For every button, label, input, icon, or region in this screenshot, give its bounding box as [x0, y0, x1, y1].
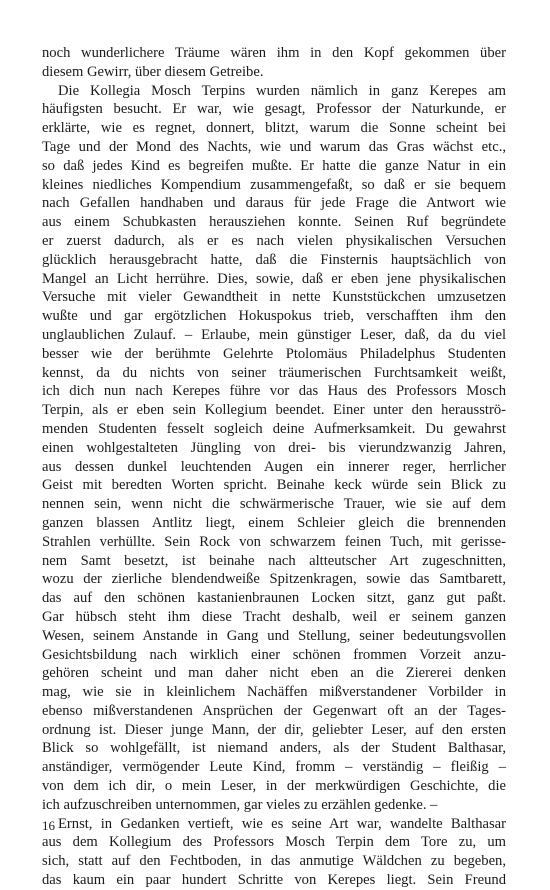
text-line: Blick so wohlgefällt, ist niemand anders, als der Student Balthasar, [42, 740, 506, 757]
text-line: kleines niedliches Kompendium zusammengefaßt, so daß er sie bequem [42, 176, 506, 193]
text-line: Gesichtsbildung nach wirklich einer schönen frommen Vorzeit anzu- [42, 646, 506, 663]
text-line: diesem Gewirr, über diesem Getreibe. [42, 63, 264, 80]
book-page-text [42, 44, 506, 890]
text-line: sich, statt auf den Fechtboden, in das anmutige Wäldchen zu begeben, [42, 853, 506, 870]
text-line: noch wunderlichere Träume wären ihm in den Kopf gekommen über [42, 45, 506, 61]
text-line: aus dessen dunkel leuchtenden Augen ein innerer reger, herrlicher [42, 458, 506, 475]
text-line: Geist mit beredten Worten spricht. Beinahe keck würde sein Blick zu [42, 477, 506, 494]
text-line: besser wie der berühmte Gelehrte Ptolomäus Philadelphus Studenten [42, 345, 506, 362]
text-line: ich dich nun nach Kerepes führe vor das Haus des Professors Mosch [42, 383, 506, 400]
text-line: erklärte, wie es regnet, donnert, blitzt, warum die Sonne scheint bei [42, 120, 506, 137]
text-line: glücklich herausgebracht hatte, daß die Finsternis hauptsächlich von [42, 251, 506, 268]
text-line: ebenso mißverstandenen Ansprüchen der Gegenwart oft an der Tages- [42, 702, 506, 719]
text-line: Mangel an Licht herrühre. Dies, sowie, daß er eben jene physikalischen [42, 270, 506, 287]
text-line: aus einem Schubkasten herausziehen konnte. Seinen Ruf begründete [42, 214, 506, 231]
text-line: Terpin, als er eben sein Kollegium beendet. Einer unter den herausströ- [42, 402, 506, 419]
text-line: unglaublichen Zulauf. – Erlaube, mein günstiger Leser, daß, da du viel [42, 326, 506, 343]
text-line: Strahlen verhüllte. Sein Rock von schwarzem feinen Tuch, mit gerisse- [42, 533, 506, 550]
text-line: ordnung ist. Dieser junge Mann, der dir, geliebter Leser, auf den ersten [42, 721, 506, 738]
text-line: das auf den schönen kastanienbraunen Locken sitzt, ganz gut paßt. [42, 590, 506, 607]
text-line: menden Studenten fesselt sogleich deine Aufmerksamkeit. Du gewahrst [42, 420, 506, 437]
text-line: häufigsten besucht. Er war, wie gesagt, Professor der Naturkunde, er [42, 101, 506, 118]
text-line: Tage und der Mond des Nachts, wie und warum das Gras wächst etc., [42, 138, 506, 155]
text-line: das kaum ein paar hundert Schritte von Kerepes liegt. Sein Freund [42, 872, 506, 889]
text-line: wußte und gar ergötzlichen Hokuspokus trieb, verschafften ihm den [42, 308, 506, 325]
text-line: so daß jedes Kind es begreifen mußte. Er hatte die ganze Natur in ein [42, 157, 506, 174]
text-line: Wesen, seinem Anstande in Gang und Stellung, seiner bedeutungsvollen [42, 627, 506, 644]
text-line: ganzen blassen Antlitz liegt, einem Schleier gleich die brennenden [42, 514, 506, 531]
text-line: Die Kollegia Mosch Terpins wurden nämlich in ganz Kerepes am [58, 82, 506, 99]
text-line: einen wohlgestalteten Jüngling von drei- bis vierundzwanzig Jahren, [42, 439, 506, 456]
text-line: Versuche mit vieler Gewandtheit in nette Kunststückchen umzusetzen [42, 289, 506, 306]
text-line: anständiger, vermögender Leute Kind, fromm – verständig – fleißig – [42, 759, 506, 776]
text-line: er zuerst dadurch, als er es nach vielen physikalischen Versuchen [42, 232, 506, 249]
text-line: von dem ich dir, o mein Leser, in der merkwürdigen Geschichte, die [42, 778, 506, 795]
text-line: mag, wie sie in kleinlichem Nachäffen mißverstandener Vorbilder in [42, 684, 506, 701]
text-line: nem Samt besetzt, ist beinahe nach altteutscher Art zugeschnitten, [42, 552, 506, 569]
text-line: Gar hübsch steht ihm diese Tracht deshalb, weil er seinem ganzen [42, 608, 506, 625]
page-number: 16 [42, 818, 55, 833]
text-line: wozu der zierliche blendendweiße Spitzenkragen, sowie das Samtbarett, [42, 571, 506, 588]
text-line: aus dem Kollegium des Professors Mosch Terpin dem Tore zu, um [42, 834, 506, 851]
text-line: ich aufzuschreiben unternommen, gar vieles zu erzählen gedenke. – [42, 796, 438, 813]
text-line: Ernst, in Gedanken vertieft, wie es seine Art war, wandelte Balthasar [58, 815, 506, 832]
text-line: nennen sein, wenn nicht die schwärmerische Trauer, wie sie auf dem [42, 496, 506, 513]
text-line: kennst, da du nichts von seiner träumerischen Furchtsamkeit weißt, [42, 364, 506, 381]
text-line: gehören scheint und man daher nicht eben an die Ziererei denken [42, 665, 506, 682]
text-line: nach Gefallen handhaben und daraus für jede Frage die Antwort wie [42, 195, 506, 212]
